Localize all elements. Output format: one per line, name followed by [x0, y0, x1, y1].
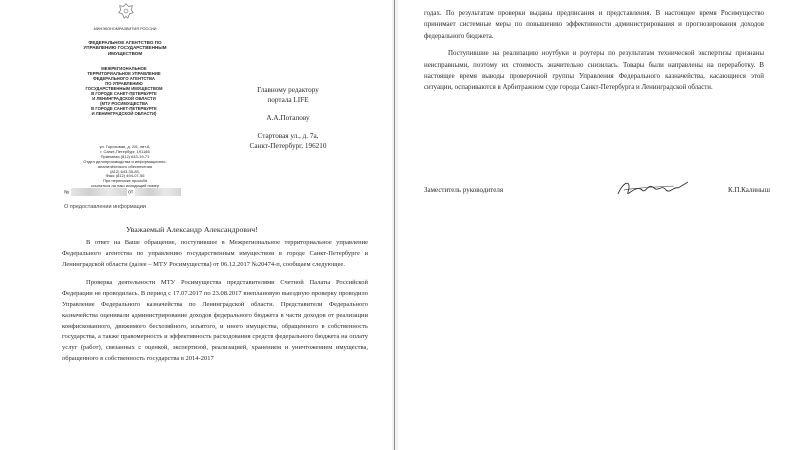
- address-line: Приемная (812) 643-19-71: [100, 153, 150, 159]
- reference-number-label: №: [64, 189, 70, 196]
- letter-body-page-1: [62, 238, 368, 365]
- department-line: МЕЖРЕГИОНАЛЬНОЕ: [101, 66, 147, 71]
- letterhead-address: [60, 145, 190, 189]
- signer-role: Заместитель руководителя: [424, 186, 504, 194]
- address-line: ул. Гороховая, д. 2/6, лит.А,: [99, 144, 151, 149]
- letter-page-1: [0, 0, 392, 450]
- ministry-name: МИНЭКОНОМРАЗВИТИЯ РОССИИ: [93, 27, 157, 31]
- recipient-line: Стартовая ул., д. 7а,: [257, 132, 319, 140]
- department-line: ПО УПРАВЛЕНИЮ: [105, 81, 143, 86]
- agency-line: УПРАВЛЕНИЮ ГОСУДАРСТВЕННЫМ: [83, 45, 167, 51]
- paragraph: Проверка деятельности МТУ Росимущества представителями Счетной Палаты Российской Федерации не проводилась. В период с 17.07.2017 по 23.08.2017 внеплановую выездную проверку проводило Управление Федерального казначейства по Ленинградской области. Представители Федерального казначейства оценивали администрирование доходов федерального бюджета в части доходов от реализации конфискованного, движимого бесхозяйного, изъятого, и иного имущества, обращенного в собственность государства, а также правомерность и эффективность расходования средств федерального бюджета на оплату услуг (работ), связанных с оценкой, экспертизой, реализацией, хранением и уничтожением имущества, обращенного в собственность государства в 2014-2017: [62, 279, 368, 362]
- address-line: Отдел делопроизводства и информационно-: [83, 158, 167, 164]
- agency-line: ИМУЩЕСТВОМ: [107, 50, 143, 56]
- letter-subject: О предоставлении информации: [64, 204, 146, 210]
- department-line: (МТУ РОСИМУЩЕСТВА: [100, 101, 148, 106]
- coat-of-arms-icon: [117, 2, 135, 20]
- redacted-date: [135, 188, 181, 196]
- paragraph: В ответ на Ваше обращение, поступившее в Межрегиональное территориальное управление Федерального агентства по управлению государственным имуществом в городе Санкт-Петербурге и Ленинградской области (далее – МТУ Росимущества) от 06.12.2017 №20474-п, сообщаем следующее.: [62, 239, 368, 268]
- department-line: И ЛЕНИНГРАДСКОЙ ОБЛАСТИ): [91, 111, 157, 116]
- signature-block: [424, 178, 784, 208]
- address-line: г. Санкт-Петербург, 191186: [100, 148, 150, 154]
- address-line: (812) 643-35-83,: [110, 168, 140, 174]
- agency-line: ФЕДЕРАЛЬНОЕ АГЕНТСТВО ПО: [88, 40, 162, 45]
- department-line: ГОСУДАРСТВЕННЫМ ИМУЩЕСТВОМ: [85, 86, 163, 91]
- recipient-line: портала LIFE: [267, 96, 309, 104]
- handwritten-signature: [614, 176, 694, 202]
- redacted-number: [71, 188, 127, 196]
- paragraph: годах. По результатам проверки выданы предписания и представления. В настоящее время Росимущество принимает системные меры по повышению эффективности администрирования и прогнозирования доходов федерального бюджета.: [424, 10, 764, 40]
- signer-name: К.П.Калиныш: [727, 186, 770, 194]
- recipient-block: [228, 85, 348, 151]
- address-line: ссылаться на наш исходящий номер: [90, 183, 160, 189]
- agency-name: [60, 40, 190, 56]
- department-name: [72, 66, 176, 116]
- department-line: И ЛЕНИНГРАДСКОЙ ОБЛАСТИ: [92, 96, 156, 101]
- letter-page-2: [398, 0, 800, 450]
- paragraph: Поступившие на реализацию ноутбуки и роутеры по результатам технической экспертизы признаны неисправными, поэтому их стоимость значительно снизилась. Товары были направлены на переработку. В настоящее время выводы проверочной группы Управления Федерального казначейства, касающиеся этой ситуации, оспариваются в Арбитражном суде города Санкт-Петербурга и Ленинградской области.: [424, 50, 764, 92]
- recipient-line: [228, 123, 348, 131]
- outgoing-reference: [64, 188, 244, 196]
- reference-date-label: от: [128, 189, 134, 196]
- salutation: Уважаемый Александр Александрович!: [126, 225, 258, 234]
- address-line: Факс (812) 494-07-56: [105, 173, 145, 179]
- recipient-line: Санкт-Петербург, 196210: [249, 142, 327, 150]
- department-line: В ГОРОДЕ САНКТ-ПЕТЕРБУРГЕ: [91, 106, 157, 111]
- recipient-line: Главному редактору: [257, 86, 319, 94]
- department-line: ТЕРРИТОРИАЛЬНОЕ УПРАВЛЕНИЕ: [87, 71, 161, 76]
- letter-body-page-2: [424, 8, 764, 94]
- recipient-line: [228, 105, 348, 113]
- department-line: ФЕДЕРАЛЬНОГО АГЕНТСТВА: [93, 76, 155, 81]
- address-line: аналитического обеспечения: [97, 163, 153, 169]
- department-line: В ГОРОДЕ САНКТ-ПЕТЕРБУРГЕ: [91, 91, 157, 96]
- recipient-line: А.А.Потапову: [266, 114, 310, 122]
- address-line: При переписке просьба: [103, 178, 147, 184]
